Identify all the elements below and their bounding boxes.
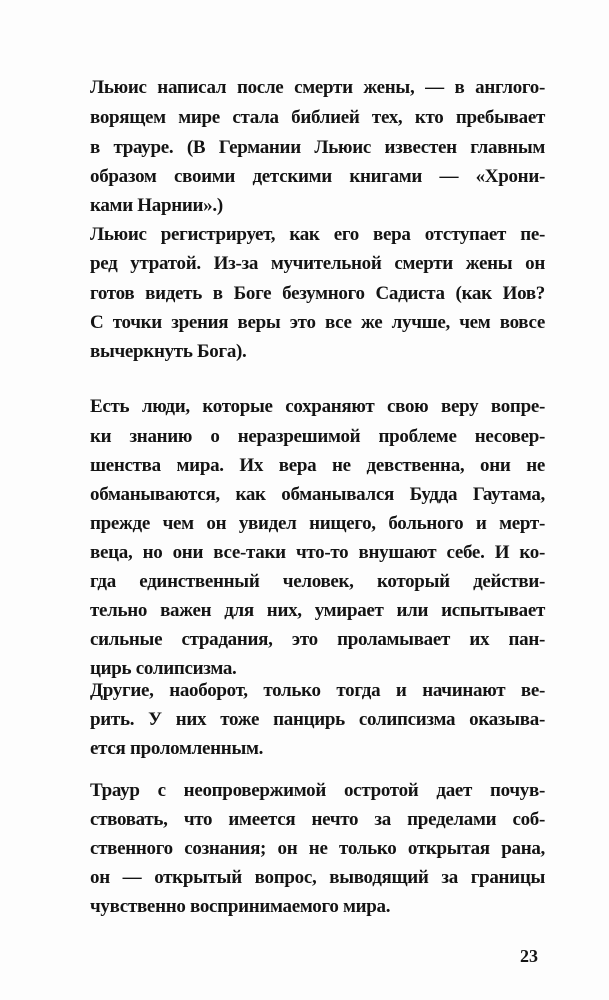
text-line: Есть люди, которые сохраняют свою веру вопре- xyxy=(90,396,545,417)
text-line: чувственно воспринимаемого мира. xyxy=(90,896,391,917)
text-line: ками Нарнии».) xyxy=(90,195,223,216)
text-line: Траур с неопровержимой остротой дает почув- xyxy=(90,780,545,801)
text-line: Другие, наоборот, только тогда и начинают ве- xyxy=(90,680,545,701)
text-line: С точки зрения веры это все же лучше, чем вовсе xyxy=(90,312,545,333)
text-line: вычеркнуть Бога). xyxy=(90,341,247,362)
text-line: ворящем мире стала библией тех, кто пребывает xyxy=(90,107,545,128)
text-line: в трауре. (В Германии Льюис известен главным xyxy=(90,137,545,158)
text-line: ствовать, что имеется нечто за пределами соб- xyxy=(90,809,545,830)
text-line: Льюис написал после смерти жены, — в англого- xyxy=(90,77,545,98)
text-line: образом своими детскими книгами — «Хрони- xyxy=(90,166,545,187)
text-line: гда единственный человек, который действи- xyxy=(90,571,545,592)
text-line: ред утратой. Из-за мучительной смерти жены он xyxy=(90,253,545,274)
text-line: ственного сознания; он не только открытая рана, xyxy=(90,838,545,859)
text-line: рить. У них тоже панцирь солипсизма оказыва- xyxy=(90,709,545,730)
text-line: готов видеть в Боге безумного Садиста (как Иов? xyxy=(90,283,545,304)
text-line: сильные страдания, это проламывает их пан- xyxy=(90,629,545,650)
text-line: тельно важен для них, умирает или испытывает xyxy=(90,600,545,621)
text-line: ется проломленным. xyxy=(90,738,264,759)
text-line: прежде чем он увидел нищего, больного и мерт- xyxy=(90,513,545,534)
text-line: веца, но они все-таки что-то внушают себе. И ко- xyxy=(90,542,545,563)
text-line: Льюис регистрирует, как его вера отступает пе- xyxy=(90,224,545,245)
text-line: цирь солипсизма. xyxy=(90,658,237,679)
text-line: ки знанию о неразрешимой проблеме несовер- xyxy=(90,426,545,447)
text-line: он — открытый вопрос, выводящий за границы xyxy=(90,867,545,888)
text-line: обманываются, как обманывался Будда Гаутама, xyxy=(90,484,545,505)
page-number: 23 xyxy=(520,946,538,966)
text-line: шенства мира. Их вера не девственна, они не xyxy=(90,455,545,476)
